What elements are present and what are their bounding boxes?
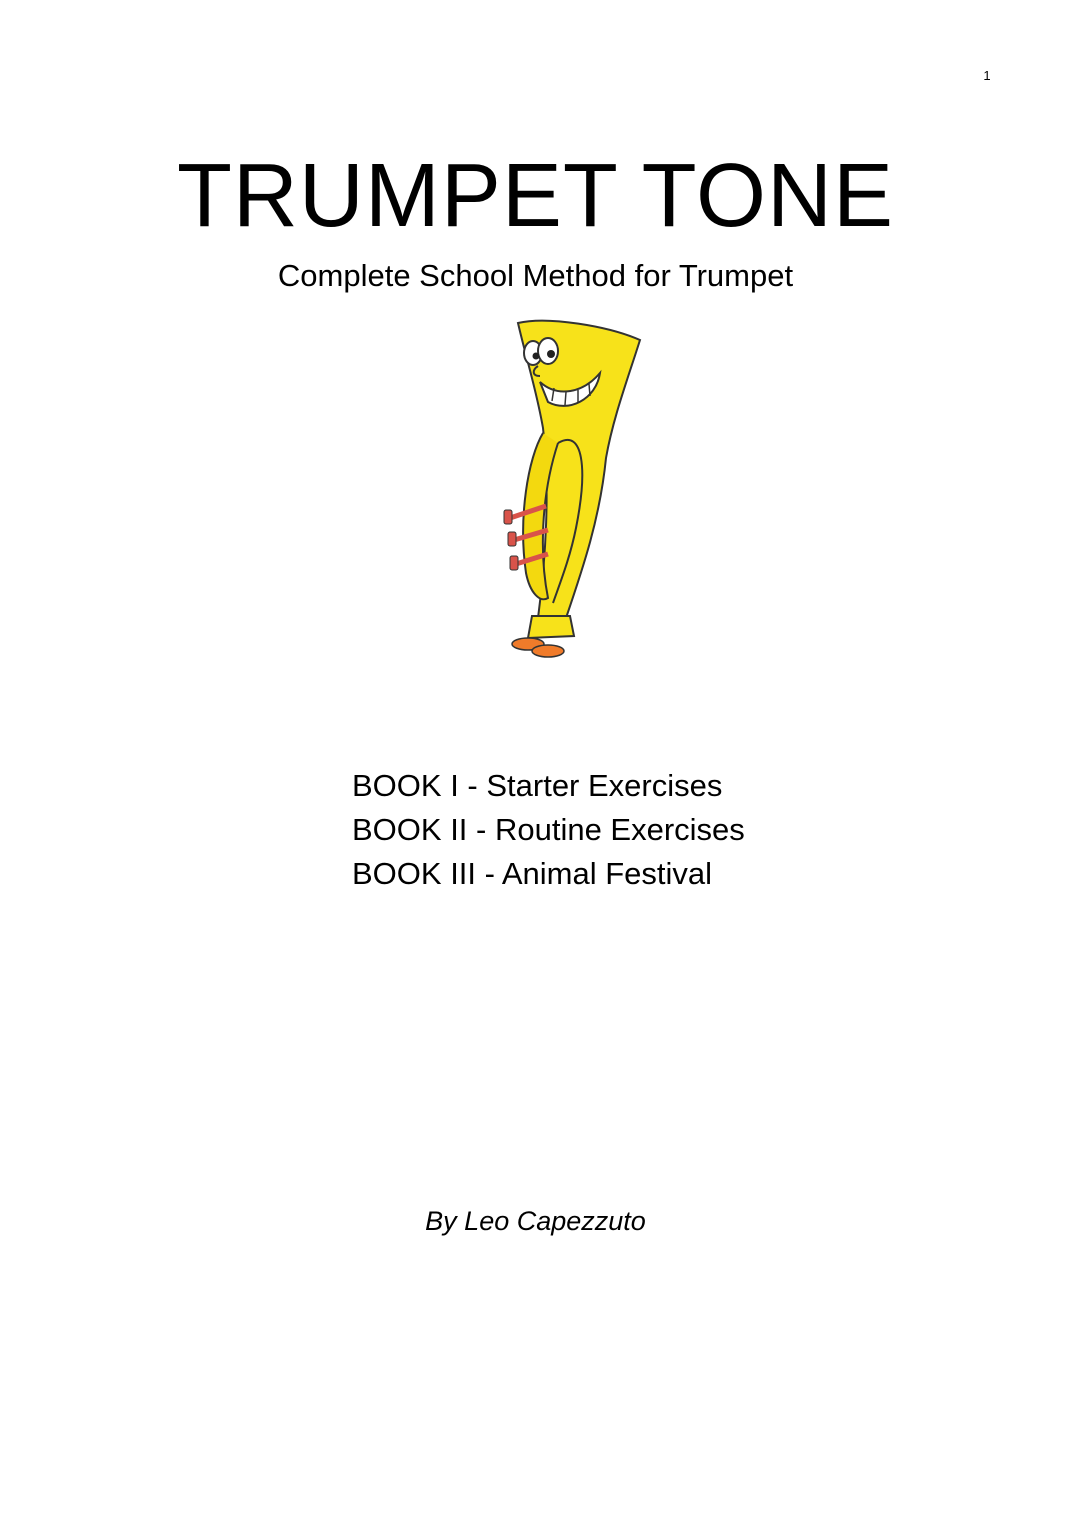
book-item-3: BOOK III - Animal Festival — [352, 856, 713, 891]
author-line: By Leo Capezzuto — [425, 1206, 646, 1236]
book-item-1: BOOK I - Starter Exercises — [352, 768, 723, 803]
trumpet-mascot-icon — [488, 318, 658, 663]
page-number: 1 — [983, 68, 991, 83]
book-list — [352, 764, 745, 896]
page-title: TRUMPET TONE — [176, 146, 895, 246]
book-item-2: BOOK II - Routine Exercises — [352, 812, 745, 847]
page-subtitle: Complete School Method for Trumpet — [277, 258, 794, 293]
